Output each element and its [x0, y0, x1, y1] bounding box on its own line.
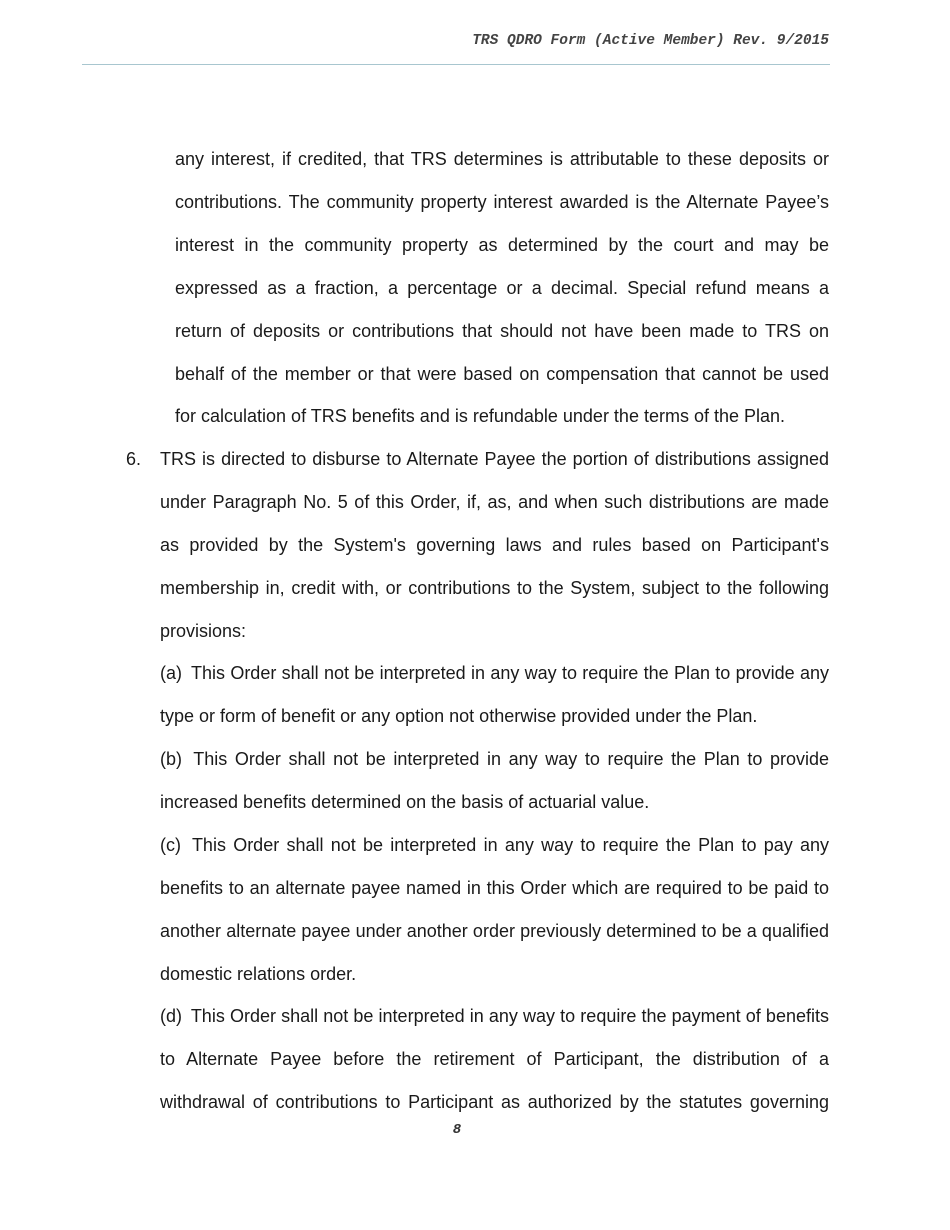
- provision-a: [160, 652, 829, 738]
- provision-c: [160, 824, 829, 996]
- provision-b-label: (b): [160, 749, 182, 769]
- continued-paragraph: any interest, if credited, that TRS determines is attributable to these deposits or contributions. The community property interest awarded is the Alternate Payee’s interest in the community property as determined by the court and may be expressed as a fraction, a percentage or a decimal. Special refund means a return of deposits or contributions that should not have been made to TRS on behalf of the member or that were based on compensation that cannot be used for calculation of TRS benefits and is refundable under the terms of the Plan.: [175, 149, 829, 427]
- provision-d: [160, 995, 829, 1124]
- provision-a-label: (a): [160, 663, 182, 683]
- page-header: [82, 30, 830, 65]
- provision-c-text: This Order shall not be interpreted in any way to require the Plan to pay any benefits to an alternate payee named in this Order which are required to be paid to another alternate payee under another order previously determined to be a qualified domestic relations order.: [160, 835, 829, 984]
- header-title: TRS QDRO Form (Active Member) Rev. 9/2015: [472, 33, 829, 49]
- paragraph-6: [126, 438, 829, 653]
- provision-b: [160, 738, 829, 824]
- page-number: 8: [452, 1122, 462, 1138]
- provision-d-label: (d): [160, 1006, 182, 1026]
- paragraph-6-number: 6.: [126, 449, 142, 469]
- provision-c-label: (c): [160, 835, 181, 855]
- provision-a-text: This Order shall not be interpreted in any way to require the Plan to provide any type or form of benefit or any option not otherwise provided under the Plan.: [160, 663, 829, 726]
- paragraph-6-text: TRS is directed to disburse to Alternate Payee the portion of distributions assigned under Paragraph No. 5 of this Order, if, as, and when such distributions are made as provided by the System's governing laws and rules based on Participant's membership in, credit with, or contributions to the System, subject to the following provisions:: [160, 449, 829, 641]
- provision-d-text: This Order shall not be interpreted in any way to require the payment of benefits to Alternate Payee before the retirement of Participant, the distribution of a withdrawal of contributions to Participant as authorized by the statutes governing: [160, 1006, 829, 1112]
- provision-b-text: This Order shall not be interpreted in any way to require the Plan to provide increased benefits determined on the basis of actuarial value.: [160, 749, 829, 812]
